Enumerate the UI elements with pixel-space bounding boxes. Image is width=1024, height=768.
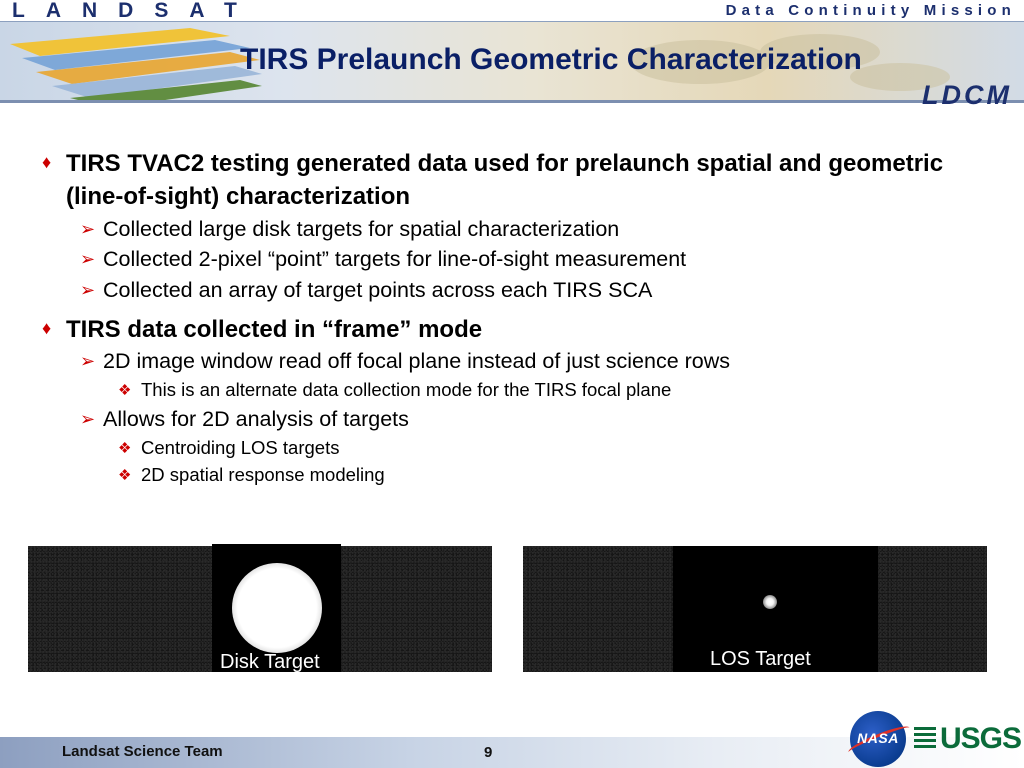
bullet-1-sub-1 [80, 215, 619, 243]
los-target-image [523, 546, 987, 672]
bullet-2 [42, 313, 482, 346]
arrow-bullet-icon: ➢ [80, 219, 96, 239]
bullet-2-sub-1-item-1-text: This is an alternate data collection mode for the TIRS focal plane [141, 379, 672, 400]
clover-bullet-icon: ❖ [118, 382, 132, 399]
arrow-bullet-icon: ➢ [80, 249, 96, 269]
clover-bullet-icon: ❖ [118, 467, 132, 484]
disk-target-blob [232, 563, 322, 653]
bullet-1-sub-2-text: Collected 2-pixel “point” targets for line-of-sight measurement [103, 247, 687, 271]
bullet-1-sub-2 [80, 245, 686, 273]
page-number: 9 [484, 744, 493, 761]
bullet-2-sub-1-text: 2D image window read off focal plane instead of just science rows [103, 349, 731, 373]
nasa-logo-text: NASA [857, 730, 899, 746]
bullet-2-sub-2-item-2 [118, 463, 385, 487]
los-target-caption: LOS Target [710, 648, 811, 670]
disk-target-image [28, 546, 492, 672]
bullet-1 [42, 147, 972, 213]
arrow-bullet-icon: ➢ [80, 280, 96, 300]
footer-team-name: Landsat Science Team [62, 743, 223, 760]
slide-title: TIRS Prelaunch Geometric Characterization [240, 43, 862, 76]
clover-bullet-icon: ❖ [118, 440, 132, 457]
diamond-bullet-icon: ♦ [42, 152, 52, 172]
bullet-1-text: TIRS TVAC2 testing generated data used for prelaunch spatial and geometric (line-of-sight) characterization [66, 150, 944, 210]
disk-target-caption: Disk Target [220, 651, 320, 673]
mission-wordmark: Data Continuity Mission [725, 2, 1016, 19]
bullet-1-sub-3 [80, 276, 652, 304]
bullet-2-sub-1 [80, 347, 730, 375]
usgs-logo: USGS [940, 722, 1022, 755]
arrow-bullet-icon: ➢ [80, 351, 96, 371]
landsat-wordmark: LANDSAT [12, 0, 258, 22]
bullet-1-sub-3-text: Collected an array of target points across each TIRS SCA [103, 278, 653, 302]
bullet-2-sub-2 [80, 405, 409, 433]
bullet-2-text: TIRS data collected in “frame” mode [66, 316, 483, 343]
arrow-bullet-icon: ➢ [80, 409, 96, 429]
ldcm-logo: LDCM [922, 80, 1012, 110]
bullet-1-sub-1-text: Collected large disk targets for spatial characterization [103, 217, 620, 241]
bullet-2-sub-2-text: Allows for 2D analysis of targets [103, 407, 409, 431]
diamond-bullet-icon: ♦ [42, 318, 52, 338]
bullet-2-sub-2-item-2-text: 2D spatial response modeling [141, 464, 385, 485]
usgs-waves-icon [914, 727, 936, 751]
bullet-2-sub-2-item-1-text: Centroiding LOS targets [141, 437, 340, 458]
bullet-2-sub-1-item-1 [118, 378, 671, 402]
bullet-2-sub-2-item-1 [118, 436, 339, 460]
header-bottom-rule [0, 100, 1024, 103]
los-target-point [763, 595, 777, 609]
